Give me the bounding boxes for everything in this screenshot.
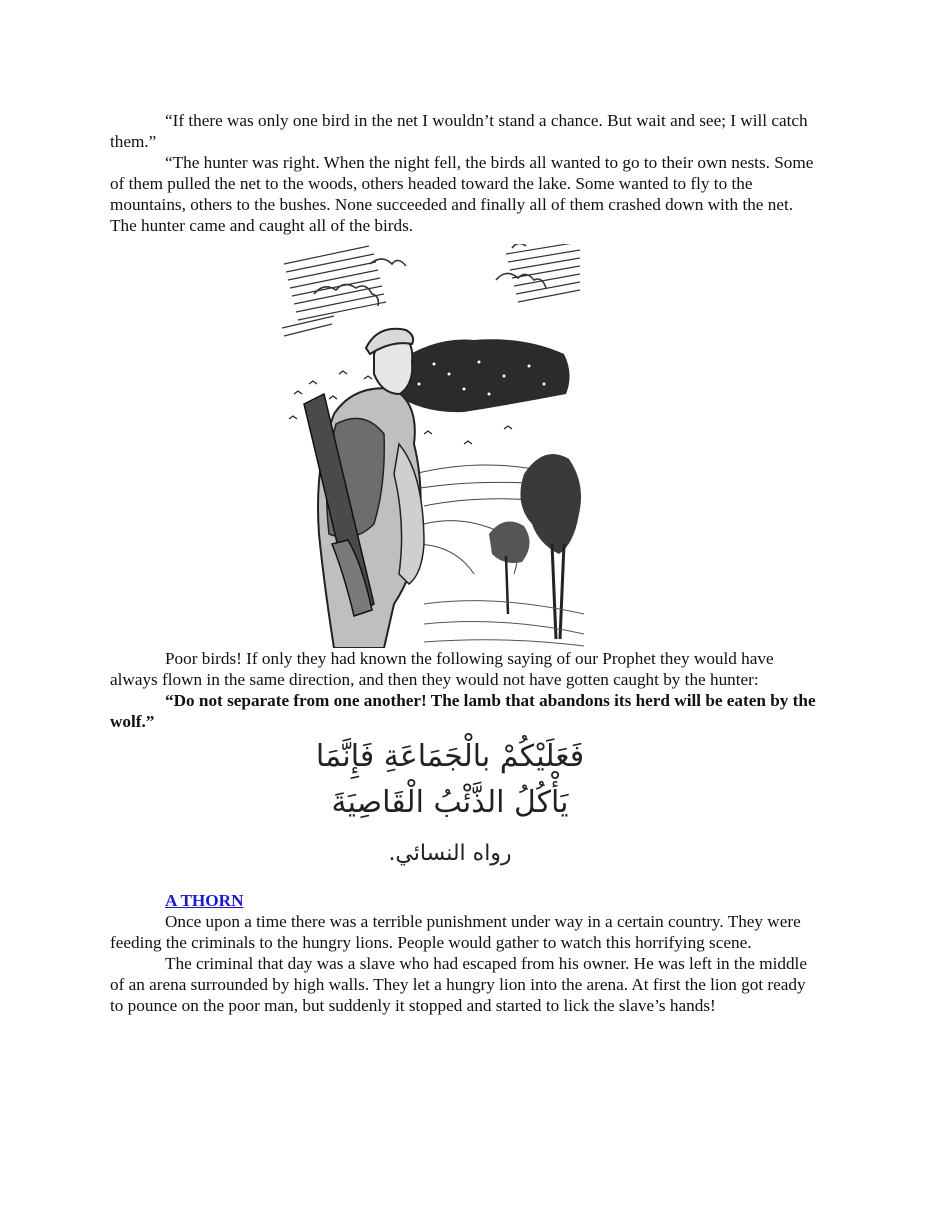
story-paragraph-3: Poor birds! If only they had known the following saying of our Prophet they would have always flown in the same direction, and then they would not have gotten caught by the hunter: (110, 649, 774, 689)
a-thorn-link[interactable]: A THORN (165, 891, 244, 910)
story-paragraph-1: “If there was only one bird in the net I wouldn’t stand a chance. But wait and see; I will catch them.” (110, 111, 808, 151)
document-page (110, 110, 822, 1016)
section-heading (110, 890, 822, 911)
hunter-illustration (274, 244, 586, 648)
thorn-paragraph-1: Once upon a time there was a terrible punishment under way in a certain country. They were feeding the criminals to the hungry lions. People would gather to watch this horrifying scene. (110, 912, 801, 952)
arabic-source: رواه النسائي. (388, 841, 512, 866)
arabic-line-2: يَأْكُلُ الذَّئْبُ الْقَاصِيَةَ (331, 785, 569, 820)
arabic-line-1: فَعَلَيْكُمْ بالْجَمَاعَةِ فَإِنَّمَا (315, 739, 585, 774)
thorn-paragraph-2: The criminal that day was a slave who had escaped from his owner. He was left in the middle of an arena surrounded by high walls. They let a hungry lion into the arena. At first the lion got ready to pounce on the poor man, but suddenly it stopped and started to lick the slave’s hands! (110, 954, 807, 1015)
prophet-quote: “Do not separate from one another! The lamb that abandons its herd will be eaten by the wolf.” (110, 691, 816, 731)
story-paragraph-2: “The hunter was right. When the night fell, the birds all wanted to go to their own nests. Some of them pulled the net to the woods, others headed toward the lake. Some wanted to fly to the mountains, others to the bushes. None succeeded and finally all of them crashed down with the net. The hunter came and caught all of the birds. (110, 153, 814, 235)
arabic-hadith (300, 734, 600, 876)
